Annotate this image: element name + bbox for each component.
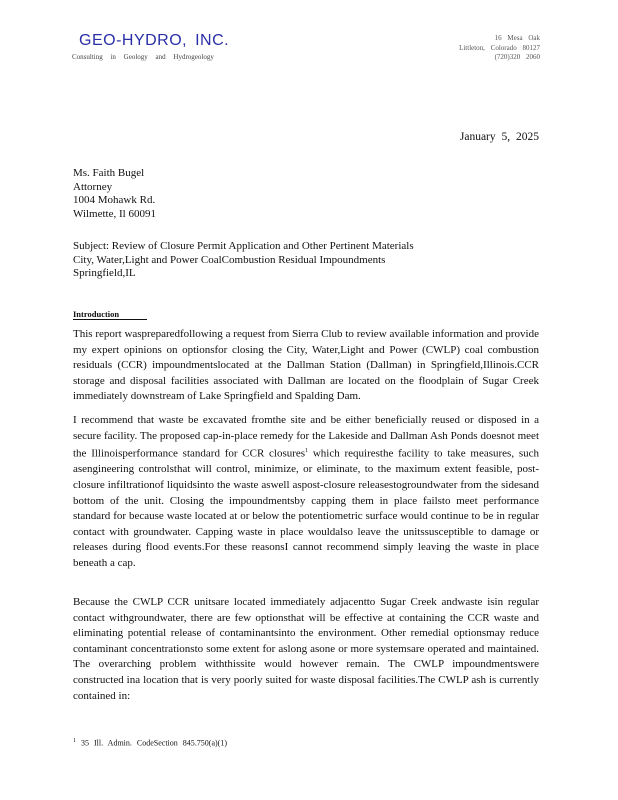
footnote [73, 738, 227, 748]
company-address [459, 34, 540, 63]
subject-block [73, 240, 414, 281]
section-heading-introduction: Introduction [73, 309, 147, 320]
recipient-title: Attorney [73, 180, 113, 193]
paragraph-2-part-a: I recommend that waste be excavated fromthe site and be either beneficially reused or disposed in a secure facility. The proposed cap-in-place remedy for the Lakeside and Dallman Ash Ponds doesnot meet the Illinoisperformance standard for CCR closures [73, 414, 539, 460]
footnote-reference[interactable]: 1 [305, 448, 309, 455]
recipient-street: 1004 Mohawk Rd. [73, 194, 156, 206]
paragraph-1: This report waspreparedfollowing a request from Sierra Club to review available information and provide my expert opinions on optionsfor closing the City, Water,Light and Power (CWLP) coal combustion residuals (CCR) impoundmentslocated at the Dallman Station (Dallman) in Springfield,Illinois.CCR storage and disposal facilities associated with Dallman are located on the floodplain of Sugar Creek immediately downstream of Lake Springfield and Spalding Dam. [73, 328, 539, 403]
paragraph-2 [73, 413, 539, 572]
company-name: GEO-HYDRO, INC. [79, 32, 230, 49]
address-line-1: 16 Mesa Oak [494, 34, 540, 42]
subject-line-3: Springfield,IL [73, 267, 136, 279]
paragraph-3: Because the CWLP CCR unitsare located immediately adjacentto Sugar Creek andwaste isin regular contact withgroundwater, there are few optionsthat will be effective at containing the CCR waste and eliminating potential release of contaminantsinto the environment. Other remedial optionsmay reduce contaminant concentrationsto some extent for aslong asone or more systemsare operated and maintained. The overarching problem withthissite would however remain. The CWLP impoundmentswere constructed ina location that is very poorly suited for waste disposal facilities.The CWLP ash is currently contained in: [73, 596, 539, 702]
letter-date: January 5, 2025 [459, 131, 539, 143]
paragraph-2-part-b: which requiresthe facility to take measures, such asengineering controlsthat will control, minimize, or eliminate, to the maximum extent feasible, post-closure infiltrationof liquidsinto the waste aswell aspost-closure releasestogroundwater from the sidesand bottom of the unit. Closing the impoundmentsby capping them in place failsto meet performance standard for because waste located at or below the potentiometric surface would continue to be in regular contact with groundwater. Capping waste in place wouldalso leave the unitssusceptible to damage or releases during flood events.For these reasonsI cannot recommend simply leaving the waste in place beneath a cap. [73, 447, 539, 569]
subject-line-2: City, Water,Light and Power CoalCombustion Residual Impoundments [73, 253, 386, 266]
footnote-mark: 1 [73, 738, 76, 744]
recipient-city: Wilmette, Il 60091 [73, 207, 156, 220]
footnote-text: 35 Ill. Admin. CodeSection 845.750(a)(1) [81, 738, 227, 748]
subject-line-1: Subject: Review of Closure Permit Application and Other Pertinent Materials [73, 240, 414, 252]
address-line-3: (720)320 2060 [494, 53, 540, 61]
footnote-divider [73, 727, 193, 728]
address-line-2: Littleton, Colorado 80127 [459, 43, 540, 52]
company-tagline: Consulting in Geology and Hydrogeology [72, 53, 214, 61]
recipient-name: Ms. Faith Bugel [73, 167, 145, 179]
recipient-block [73, 167, 156, 221]
